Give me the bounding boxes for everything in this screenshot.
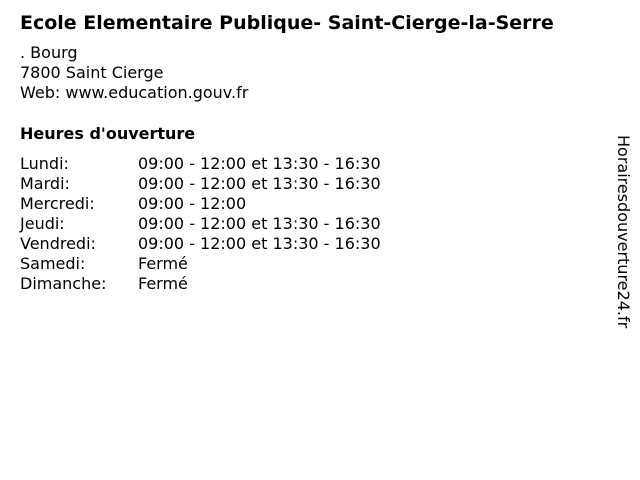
day-label: Vendredi: bbox=[20, 234, 96, 253]
time-value: 09:00 - 12:00 bbox=[138, 194, 247, 213]
day-label: Lundi: bbox=[20, 154, 69, 173]
time-value: 09:00 - 12:00 et 13:30 - 16:30 bbox=[138, 214, 381, 233]
day-label: Mardi: bbox=[20, 174, 70, 193]
address-city: 7800 Saint Cierge bbox=[20, 63, 164, 82]
day-label: Mercredi: bbox=[20, 194, 95, 213]
address-web[interactable]: Web: www.education.gouv.fr bbox=[20, 83, 249, 102]
watermark bbox=[612, 135, 634, 345]
address-street: . Bourg bbox=[20, 43, 78, 62]
hours-heading: Heures d'ouverture bbox=[20, 124, 196, 143]
time-value: Fermé bbox=[138, 274, 188, 293]
watermark-text: Horairesdouverture24.fr bbox=[614, 135, 633, 329]
time-value: 09:00 - 12:00 et 13:30 - 16:30 bbox=[138, 234, 381, 253]
time-value: Fermé bbox=[138, 254, 188, 273]
time-value: 09:00 - 12:00 et 13:30 - 16:30 bbox=[138, 154, 381, 173]
school-title: Ecole Elementaire Publique- Saint-Cierge-la-Serre bbox=[20, 12, 554, 34]
day-label: Jeudi: bbox=[20, 214, 65, 233]
time-value: 09:00 - 12:00 et 13:30 - 16:30 bbox=[138, 174, 381, 193]
day-label: Samedi: bbox=[20, 254, 86, 273]
school-address bbox=[20, 43, 248, 103]
day-label: Dimanche: bbox=[20, 274, 107, 293]
